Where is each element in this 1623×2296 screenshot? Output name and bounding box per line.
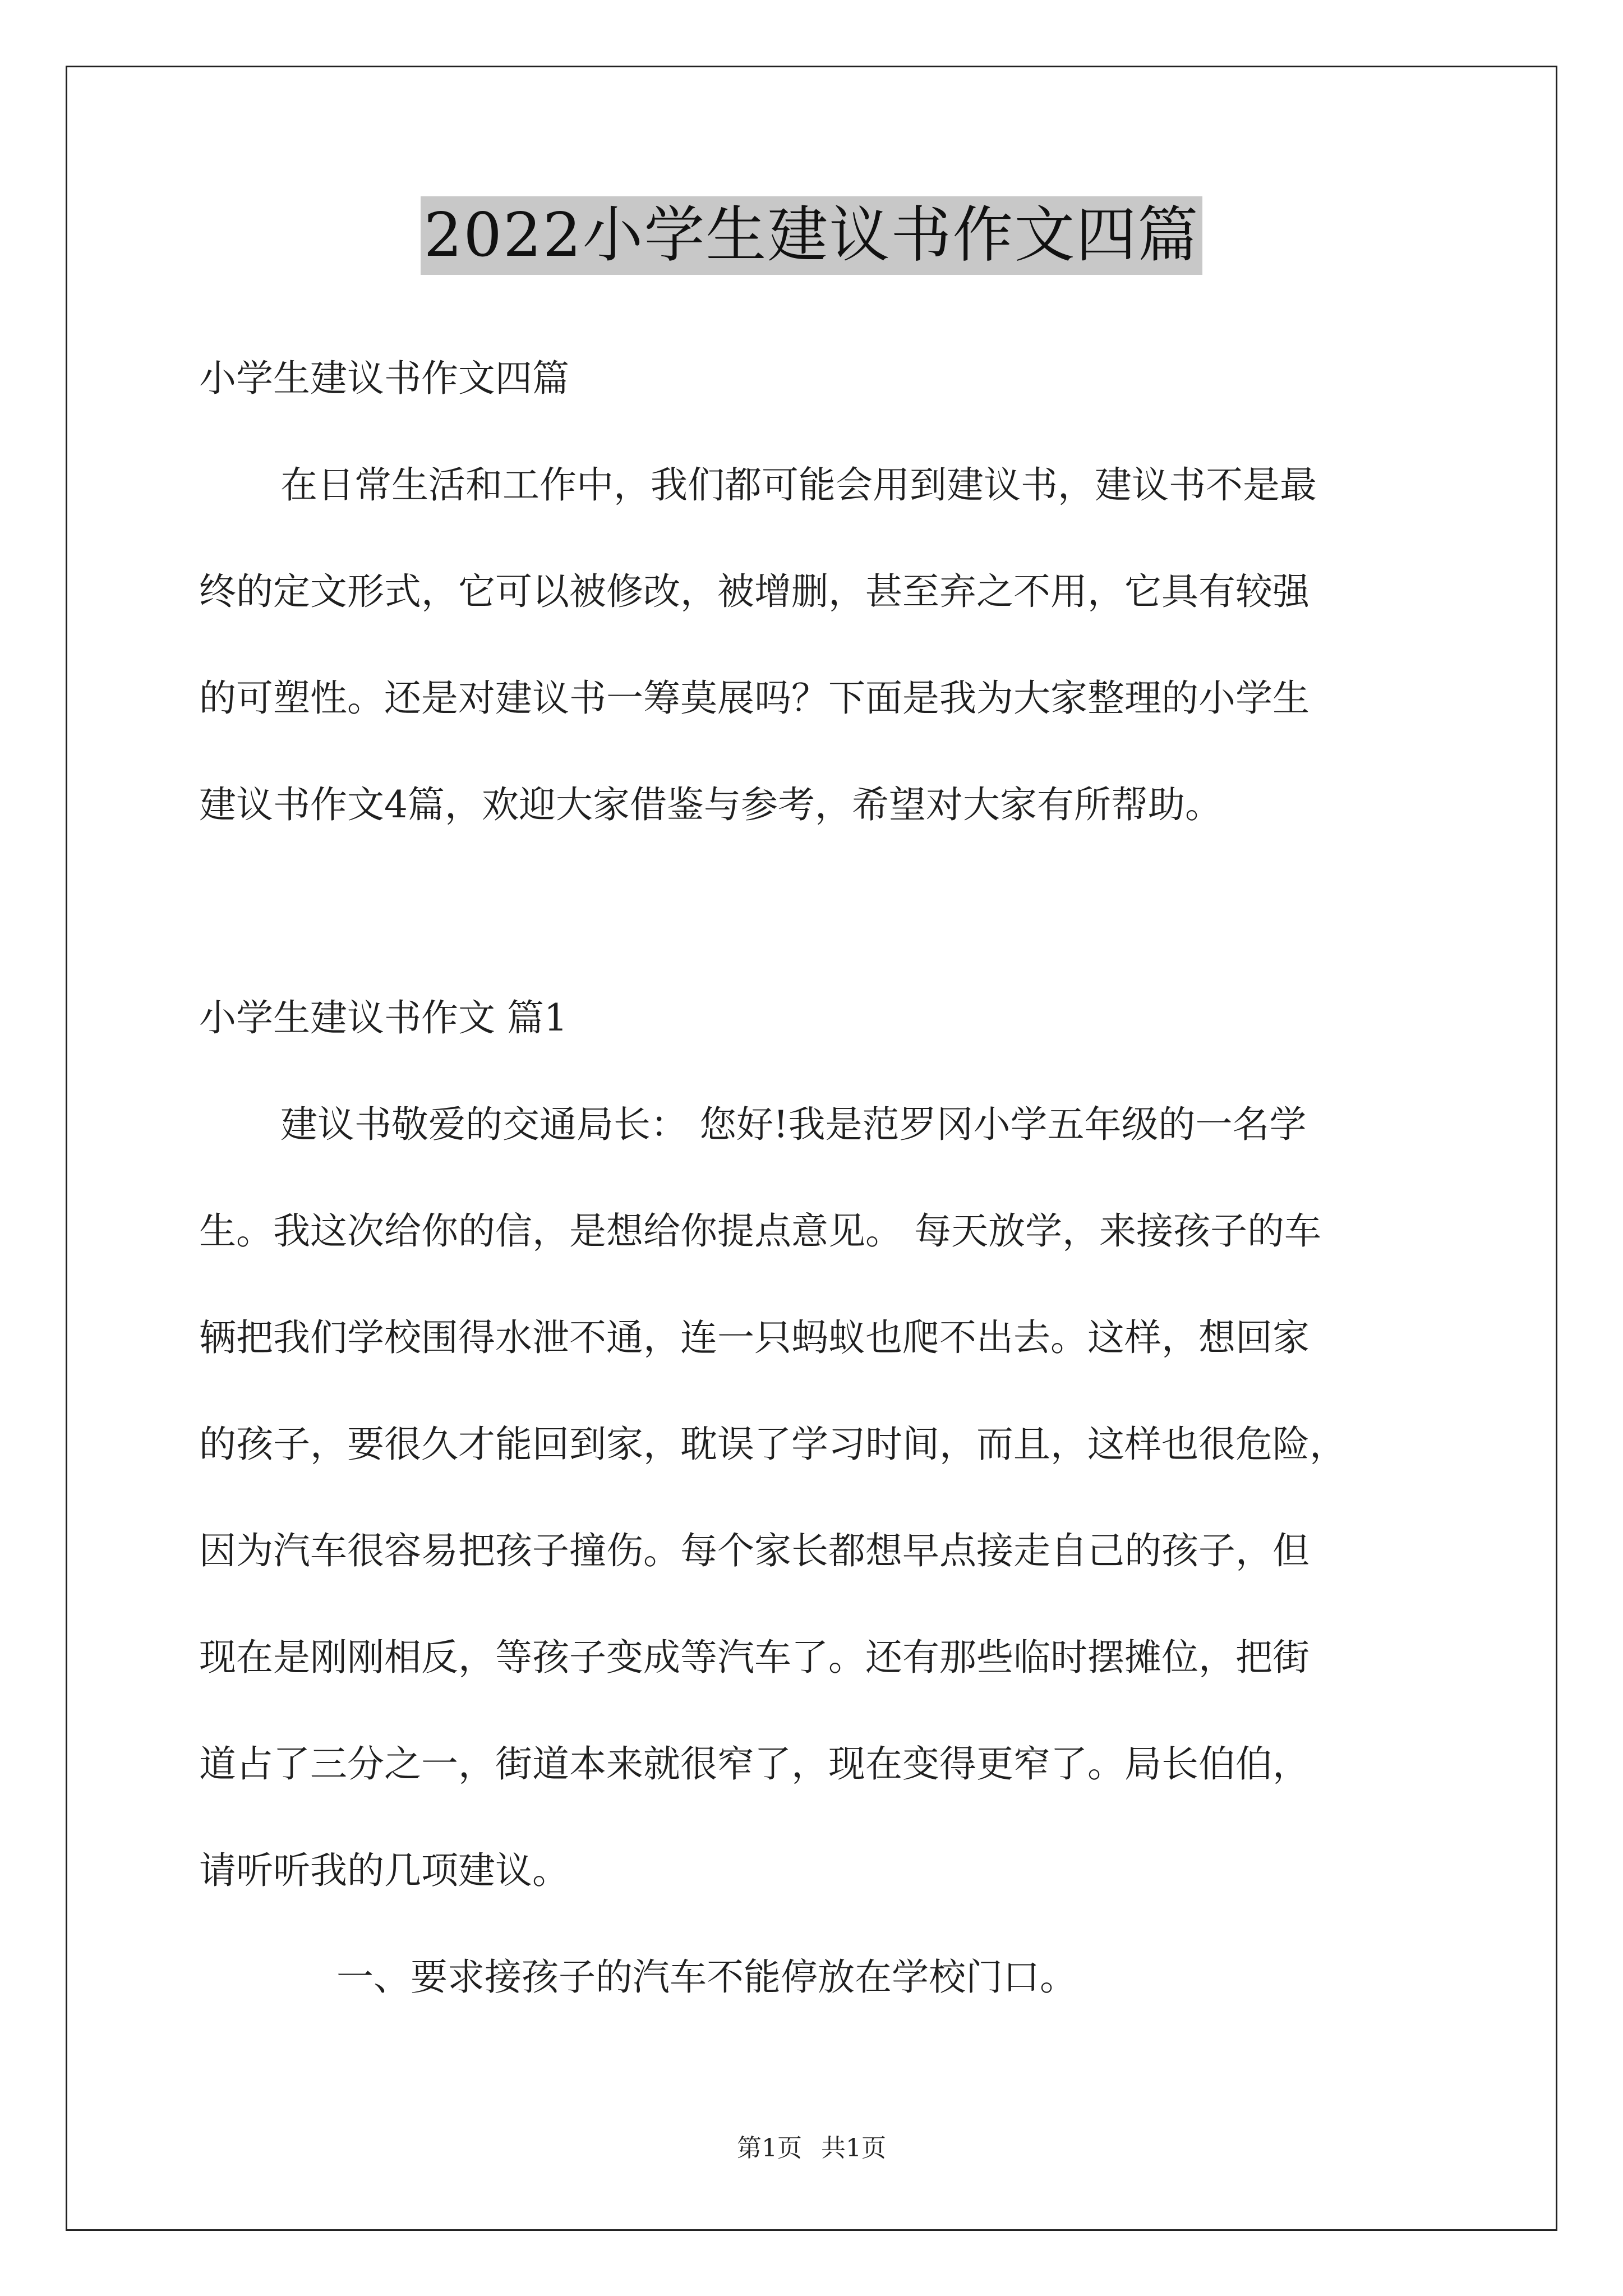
intro-line-3: 的可塑性。还是对建议书一筹莫展吗？下面是我为大家整理的小学生 [199, 677, 1310, 720]
intro-line-4: 建议书作文4篇，欢迎大家借鉴与参考，希望对大家有所帮助。 [199, 783, 1222, 826]
page-number: 第1页 [737, 2134, 802, 2162]
page-total: 共1页 [821, 2134, 886, 2162]
section-line-1: 建议书敬爱的交通局长： 您好!我是范罗冈小学五年级的一名学 [280, 1103, 1307, 1146]
section-line-5: 因为汽车很容易把孩子撞伤。每个家长都想早点接走自己的孩子，但 [199, 1529, 1310, 1572]
suggestion-item-1: 一、要求接孩子的汽车不能停放在学校门口。 [336, 1955, 1077, 1999]
section-heading: 小学生建议书作文 篇1 [199, 996, 568, 1039]
document-title: 2022小学生建议书作文四篇 [421, 196, 1203, 275]
section-line-7: 道占了三分之一，街道本来就很窄了，现在变得更窄了。局长伯伯， [199, 1742, 1310, 1786]
section-line-6: 现在是刚刚相反，等孩子变成等汽车了。还有那些临时摆摊位，把街 [199, 1636, 1310, 1679]
section-line-2: 生。我这次给你的信，是想给你提点意见。 每天放学，来接孩子的车 [199, 1209, 1321, 1253]
intro-line-2: 终的定文形式，它可以被修改，被增删，甚至弃之不用，它具有较强 [199, 570, 1310, 613]
intro-line-1: 在日常生活和工作中，我们都可能会用到建议书，建议书不是最 [280, 463, 1317, 507]
title-container [0, 196, 1623, 275]
section-line-4: 的孩子，要很久才能回到家，耽误了学习时间，而且，这样也很危险， [199, 1423, 1347, 1466]
section-line-8: 请听听我的几项建议。 [199, 1849, 569, 1892]
page-footer [0, 2132, 1623, 2165]
document-subtitle: 小学生建议书作文四篇 [199, 357, 569, 400]
section-line-3: 辆把我们学校围得水泄不通，连一只蚂蚁也爬不出去。这样，想回家 [199, 1316, 1310, 1359]
